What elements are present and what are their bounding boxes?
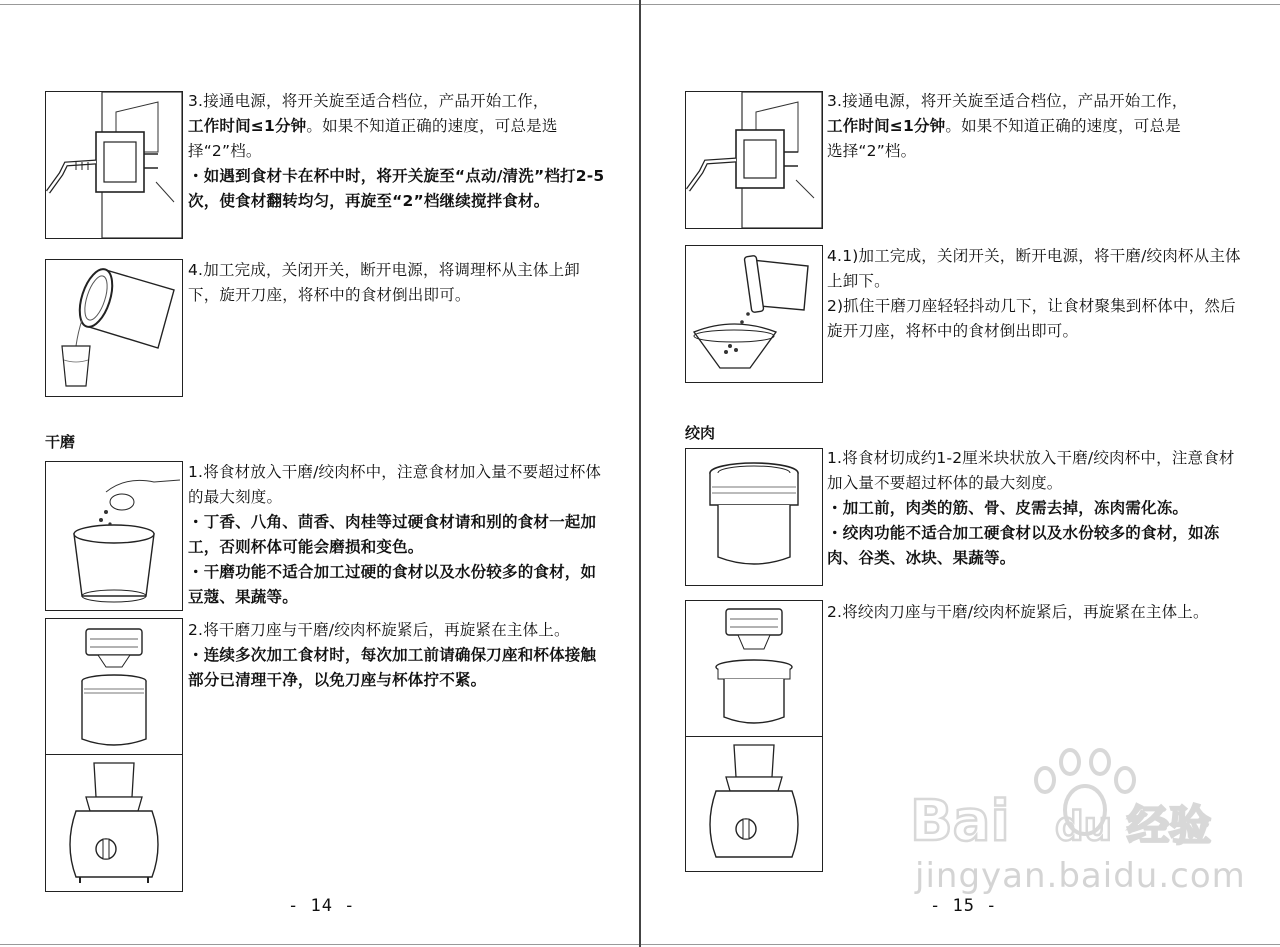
left-step3-line2: 。如果不知道正确的速度，可总是选 <box>306 117 558 135</box>
left-step4: 4.加工完成，关闭开关，断开电源，将调理杯从主体上卸下，旋开刀座，将杯中的食材倒出即可。 <box>188 261 580 304</box>
watermark-url: jingyan.baidu.com <box>915 856 1246 896</box>
right-step4-part2: 2)抓住干磨刀座轻轻抖动几下，让食材聚集到杯体中，然后旋开刀座，将杯中的食材倒出即可。 <box>827 297 1236 340</box>
left-step3-line3: 择“2”档。 <box>188 142 262 160</box>
mince-step1-main: 1.将食材切成约1-2厘米块状放入干磨/绞肉杯中，注意食材加入量不要超过杯体的最大刻度。 <box>827 449 1235 492</box>
add-food-cup-illustration <box>45 461 183 611</box>
left-step3-text <box>188 89 608 214</box>
grind-step1-text <box>188 460 608 610</box>
page-number-right: - 15 - <box>930 896 998 916</box>
right-step3-line1: 3.接通电源，将开关旋至适合档位，产品开始工作， <box>827 92 1188 110</box>
baidu-watermark-logo <box>905 740 1245 930</box>
mince-step2-text <box>827 600 1247 625</box>
grind-step1-note2: ・干磨功能不适合加工过硬的食材以及水份较多的食材，如豆蔻、果蔬等。 <box>188 563 597 606</box>
right-step3-bold-time: 工作时间≤1分钟 <box>827 117 946 135</box>
svg-text:du: du <box>1055 804 1113 850</box>
svg-text:经验: 经验 <box>1127 801 1212 850</box>
right-step3-text <box>827 89 1247 164</box>
right-step3-line2: 。如果不知道正确的速度，可总是 <box>945 117 1181 135</box>
left-step3-line1: 3.接通电源，将开关旋至适合档位，产品开始工作， <box>188 92 549 110</box>
mince-step2: 2.将绞肉刀座与干磨/绞肉杯旋紧后，再旋紧在主体上。 <box>827 603 1209 621</box>
grind-step2-text <box>188 618 608 693</box>
mince-step1-note2: ・绞肉功能不适合加工硬食材以及水份较多的食材，如冻肉、谷类、冰块、果蔬等。 <box>827 524 1220 567</box>
grind-step1-main: 1.将食材放入干磨/绞肉杯中，注意食材加入量不要超过杯体的最大刻度。 <box>188 463 602 506</box>
mince-base-unit-illustration <box>685 736 823 872</box>
plug-socket-illustration-right <box>685 91 823 229</box>
right-step4-part1: 4.1)加工完成，关闭开关，断开电源，将干磨/绞肉杯从主体上卸下。 <box>827 247 1241 290</box>
pour-ground-food-illustration <box>685 245 823 383</box>
left-step3-bold-time: 工作时间≤1分钟 <box>188 117 307 135</box>
left-step4-text <box>188 258 608 308</box>
pour-cup-illustration <box>45 259 183 397</box>
section-title-mince: 绞肉 <box>685 424 716 442</box>
grind-step1-note1: ・丁香、八角、茴香、肉桂等过硬食材请和别的食材一起加工，否则杯体可能会磨损和变色。 <box>188 513 597 556</box>
grind-base-unit-illustration <box>45 754 183 892</box>
grind-blade-cup-illustration <box>45 618 183 756</box>
page-number-left: - 14 - <box>288 896 356 916</box>
right-step4-text <box>827 244 1247 344</box>
mince-cup-illustration <box>685 448 823 586</box>
right-step3-line3: 选择“2”档。 <box>827 142 917 160</box>
plug-socket-illustration <box>45 91 183 239</box>
svg-text:Bai: Bai <box>910 789 1010 854</box>
mince-step1-text <box>827 446 1247 571</box>
mince-blade-cup-illustration <box>685 600 823 738</box>
mince-step1-note1: ・加工前，肉类的筋、骨、皮需去掉，冻肉需化冻。 <box>827 499 1189 517</box>
left-step3-note: ・如遇到食材卡在杯中时，将开关旋至“点动/清洗”档打2-5次，使食材翻转均匀，再旋至“2”档继续搅拌食材。 <box>188 167 605 210</box>
grind-step2-main: 2.将干磨刀座与干磨/绞肉杯旋紧后，再旋紧在主体上。 <box>188 621 570 639</box>
grind-step2-note: ・连续多次加工食材时，每次加工前请确保刀座和杯体接触部分已清理干净，以免刀座与杯体拧不紧。 <box>188 646 597 689</box>
section-title-dry-grind: 干磨 <box>45 433 76 451</box>
